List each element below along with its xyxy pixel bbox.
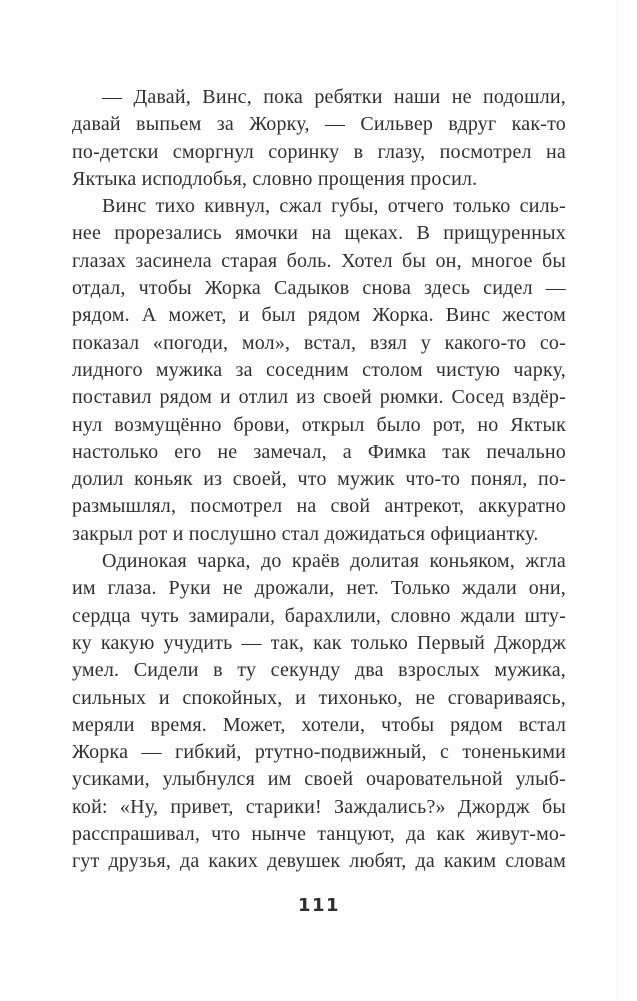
text-line: нул возмущённо брови, открыл было рот, но Яктык (72, 413, 566, 436)
text-line: настолько его не замечал, а Фимка так печально (72, 440, 566, 463)
paragraph (72, 548, 566, 876)
text-line: отдал, чтобы Жорка Садыков снова здесь сидел — (72, 277, 566, 300)
text-line: поставил рядом и отлил из своей рюмки. Сосед вздёр- (72, 386, 566, 409)
text-line: закрыл рот и послушно стал дожидаться официантку. (72, 522, 539, 545)
text-line: рядом. А может, и был рядом Жорка. Винс жестом (72, 304, 566, 327)
text-line: Винс тихо кивнул, сжал губы, отчего только силь- (102, 195, 566, 218)
text-line: долил коньяк из своей, что мужик что-то понял, по- (72, 468, 566, 491)
text-line: расспрашивал, что нынче танцуют, да как живут-мо- (72, 823, 566, 846)
text-line: Яктыка исподлобья, словно прощения просил. (72, 167, 478, 190)
text-line: сердца чуть замирали, барахлили, словно ждали шту- (72, 604, 566, 627)
text-line: показал «погоди, мол», встал, взял у какого-то со- (72, 331, 566, 354)
text-line: глазах засинела старая боль. Хотел бы он, многое бы (72, 249, 566, 272)
text-line: лидного мужика за соседним столом чистую чарку, (72, 358, 566, 381)
text-line: по-детски сморгнул соринку в глазу, посмотрел на (72, 140, 566, 163)
text-line: давай выпьем за Жорку, — Сильвер вдруг как-то (72, 113, 566, 136)
text-line: умел. Сидели в ту секунду два взрослых мужика, (72, 659, 566, 682)
text-line: Жорка — гибкий, ртутно-подвижный, с тоненькими (72, 741, 566, 764)
text-line: кой: «Ну, привет, старики! Заждались?» Джордж бы (72, 795, 566, 818)
text-line: нее прорезались ямочки на щеках. В прищуренных (72, 222, 566, 245)
body-text (72, 84, 566, 876)
text-line: Одинокая чарка, до краёв долитая коньяком, жгла (102, 550, 566, 573)
page-number: 111 (297, 895, 341, 916)
paragraph (72, 84, 566, 193)
paragraph (72, 193, 566, 548)
text-line: размышлял, посмотрел на свой антрекот, аккуратно (72, 495, 566, 518)
text-line: им глаза. Руки не дрожали, нет. Только ждали они, (72, 577, 566, 600)
text-line: усиками, улыбнулся им своей очаровательной улыб- (72, 768, 566, 791)
text-line: меряли время. Может, хотели, чтобы рядом встал (72, 713, 566, 736)
text-line: сильных и спокойных, и тихонько, не сговариваясь, (72, 686, 566, 709)
text-line: гут друзья, да каких девушек любят, да каким словам (72, 850, 566, 873)
text-line: — Давай, Винс, пока ребятки наши не подошли, (102, 86, 566, 108)
page-edge-shadow (617, 0, 618, 1001)
text-line: ку какую учудить — так, как только Первый Джордж (72, 631, 566, 654)
